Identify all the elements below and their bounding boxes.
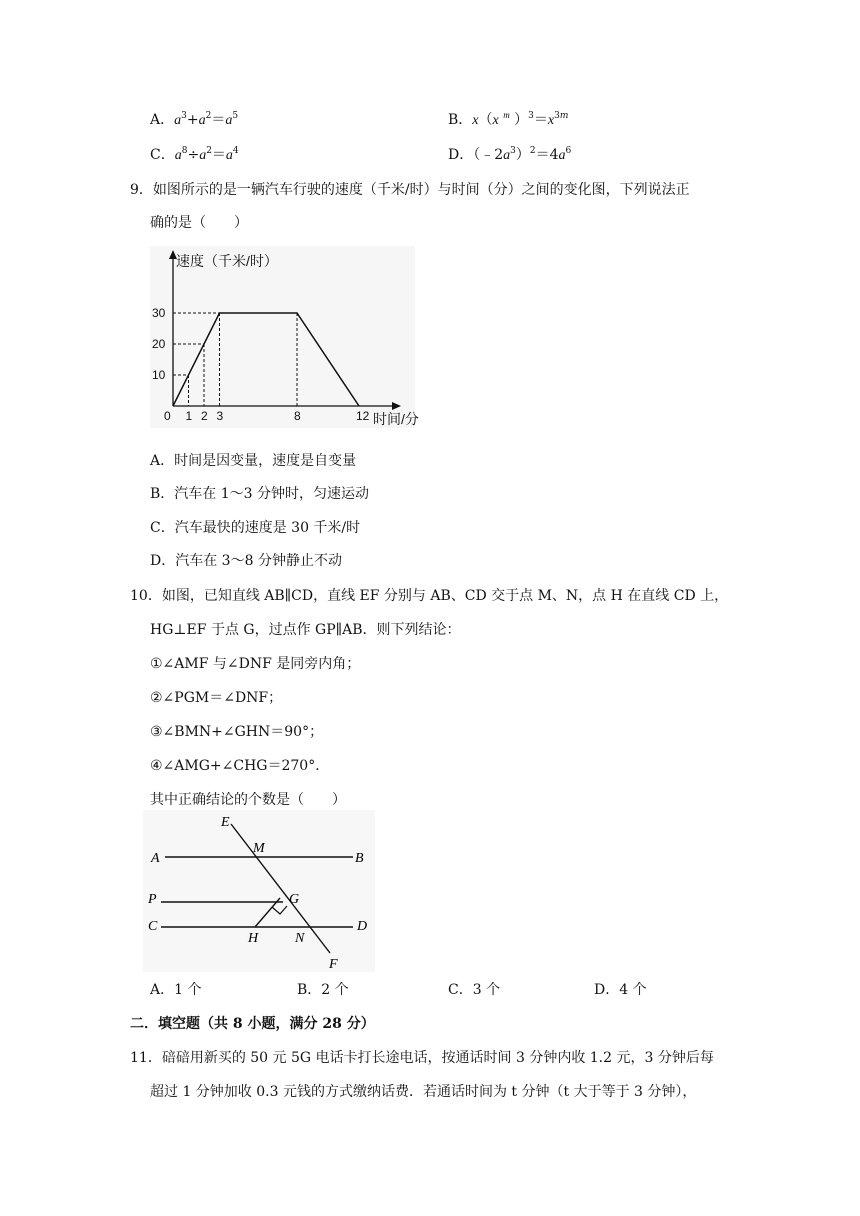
label-c: C	[148, 919, 158, 934]
label-n: N	[295, 931, 305, 946]
speed-time-chart	[150, 246, 440, 434]
q8-option-b: B．x（x $^m$ ）$^3=x^{3m}$	[448, 110, 569, 128]
q10-option-b: B．2 个	[297, 982, 349, 998]
x-tick-label-3: 3	[216, 409, 224, 423]
q10-statement-2: ②∠PGM＝∠DNF；	[150, 690, 283, 706]
label-b: B	[355, 851, 364, 866]
label-e: E	[221, 815, 230, 830]
label-d: D	[357, 919, 368, 934]
q11-stem-line1: 11．碚碚用新买的 50 元 5G 电话卡打长途电话，按通话时间 3 分钟内收 1.2 元，3 分钟后每	[130, 1050, 714, 1066]
q10-stem-line1: 10．如图，已知直线 AB∥CD，直线 EF 分别与 AB、CD 交于点 M、N，点 H 在直线 CD 上，	[130, 588, 729, 604]
label-a: A	[151, 851, 160, 866]
label-m: M	[253, 841, 265, 856]
section-title: 二．填空题（共 8 小题，满分 28 分）	[130, 1016, 375, 1032]
label-g: G	[289, 892, 300, 907]
y-axis-label: 速度（千米/时）	[176, 253, 278, 269]
parallel-lines-figure	[143, 810, 375, 972]
q10-statement-3: ③∠BMN+∠GHN＝90°；	[150, 724, 324, 740]
q10-statement-4: ④∠AMG+∠CHG＝270°．	[150, 758, 330, 774]
q10-option-d: D．4 个	[594, 982, 647, 998]
label-f: F	[329, 957, 338, 972]
q10-option-a: A．1 个	[150, 982, 202, 998]
x-tick-label-1: 1	[185, 409, 193, 423]
q8-option-d: D．$(﹣2a^3)^2=4a^6$	[448, 146, 572, 163]
q9-option-c: C．汽车最快的速度是 30 千米/时	[150, 520, 361, 536]
q8-option-c: C．$a^8\div a^2=a^4$	[150, 146, 239, 163]
x-tick-label-0: 0	[164, 409, 171, 423]
x-tick-label-8: 8	[294, 409, 301, 423]
label-h: H	[248, 931, 259, 946]
q11-stem-line2: 超过 1 分钟加收 0.3 元钱的方式缴纳话费．若通话时间为 t 分钟（t 大于等于 3 分钟），	[150, 1084, 697, 1100]
x-tick-label-12: 12	[356, 409, 370, 423]
q9-stem-line1: 9．如图所示的是一辆汽车行驶的速度（千米/时）与时间（分）之间的变化图，下列说法正	[130, 182, 690, 198]
q9-option-a: A．时间是因变量，速度是自变量	[150, 453, 357, 469]
x-axis-label: 时间/分	[373, 411, 419, 427]
q10-statement-1: ①∠AMF 与∠DNF 是同旁内角；	[150, 656, 361, 672]
q10-question: 其中正确结论的个数是（ ）	[150, 792, 346, 808]
q10-option-c: C．3 个	[448, 982, 501, 998]
q9-stem-line2: 确的是（ ）	[150, 215, 248, 231]
y-tick-label-10: 10	[152, 368, 166, 382]
label-p: P	[148, 892, 157, 907]
y-tick-label-20: 20	[152, 337, 166, 351]
x-tick-label-2: 2	[201, 409, 208, 423]
q8-option-a: A．$a^3+a^2=a^5$	[150, 111, 239, 128]
q9-option-b: B．汽车在 1～3 分钟时，匀速运动	[150, 486, 370, 502]
q10-stem-line2: HG⊥EF 于点 G，过点作 GP∥AB．则下列结论：	[150, 622, 461, 638]
y-tick-label-30: 30	[152, 306, 166, 320]
q9-option-d: D．汽车在 3～8 分钟静止不动	[150, 553, 342, 569]
